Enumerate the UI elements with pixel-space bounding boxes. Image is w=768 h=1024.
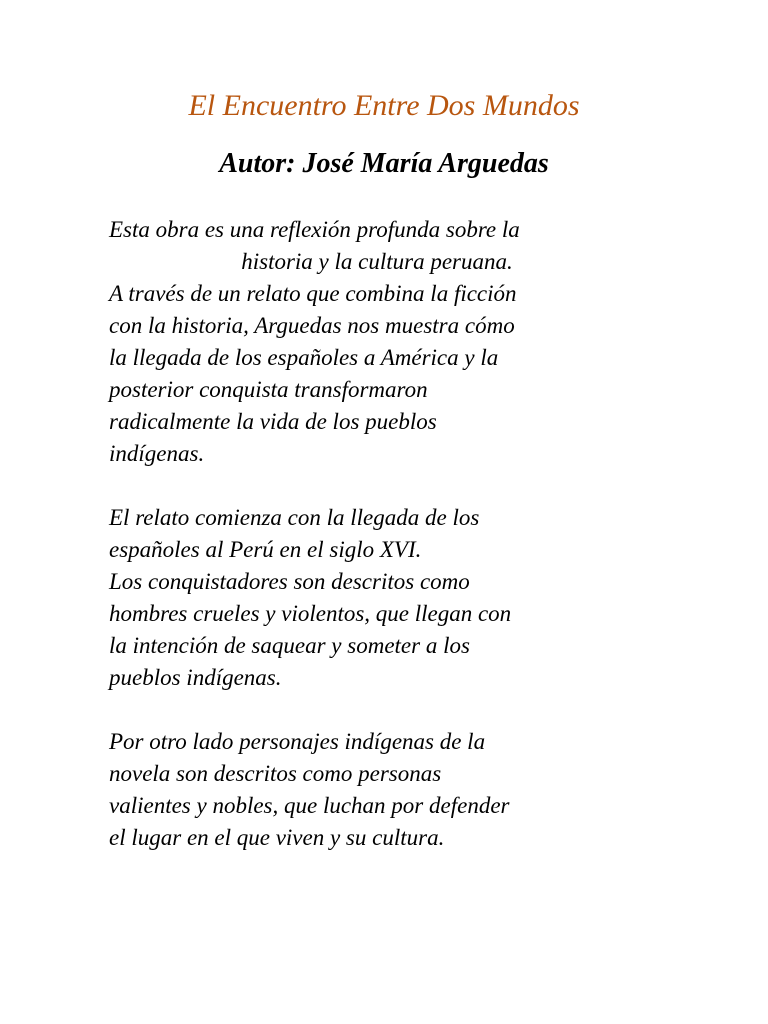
paragraph-2-line-3: Los conquistadores son descritos como	[109, 569, 470, 594]
paragraph-1-line-8: indígenas.	[109, 441, 205, 466]
body-text	[109, 214, 669, 854]
paragraph-1-line-6: posterior conquista transformaron	[109, 377, 428, 402]
document-title: El Encuentro Entre Dos Mundos	[188, 89, 580, 122]
paragraph-2-line-6: pueblos indígenas.	[109, 665, 282, 690]
paragraph-3-line-4: el lugar en el que viven y su cultura.	[109, 825, 445, 850]
paragraph-1-line-5: la llegada de los españoles a América y la	[109, 345, 499, 370]
paragraph-1-line-3: A través de un relato que combina la ficción	[109, 281, 517, 306]
paragraph-2-line-1: El relato comienza con la llegada de los	[109, 505, 480, 530]
paragraph-3-line-1: Por otro lado personajes indígenas de la	[109, 729, 486, 754]
paragraph-2-line-5: la intención de saquear y someter a los	[109, 633, 470, 658]
paragraph-1-line-7: radicalmente la vida de los pueblos	[109, 409, 437, 434]
paragraph-1-line-4: con la historia, Arguedas nos muestra cómo	[109, 313, 515, 338]
paragraph-2-line-4: hombres crueles y violentos, que llegan con	[109, 601, 512, 626]
paragraph-1-line-1: Esta obra es una reflexión profunda sobre la	[109, 217, 520, 242]
paragraph-2-line-2: españoles al Perú en el siglo XVI.	[109, 537, 422, 562]
paragraph-spacer	[109, 470, 669, 502]
paragraph-3-line-2: novela son descritos como personas	[109, 761, 442, 786]
paragraph-1-line-2: historia y la cultura peruana.	[241, 249, 513, 274]
paragraph-3-line-3: valientes y nobles, que luchan por defender	[109, 793, 510, 818]
paragraph-spacer	[109, 694, 669, 726]
author-line: Autor: José María Arguedas	[219, 148, 549, 179]
